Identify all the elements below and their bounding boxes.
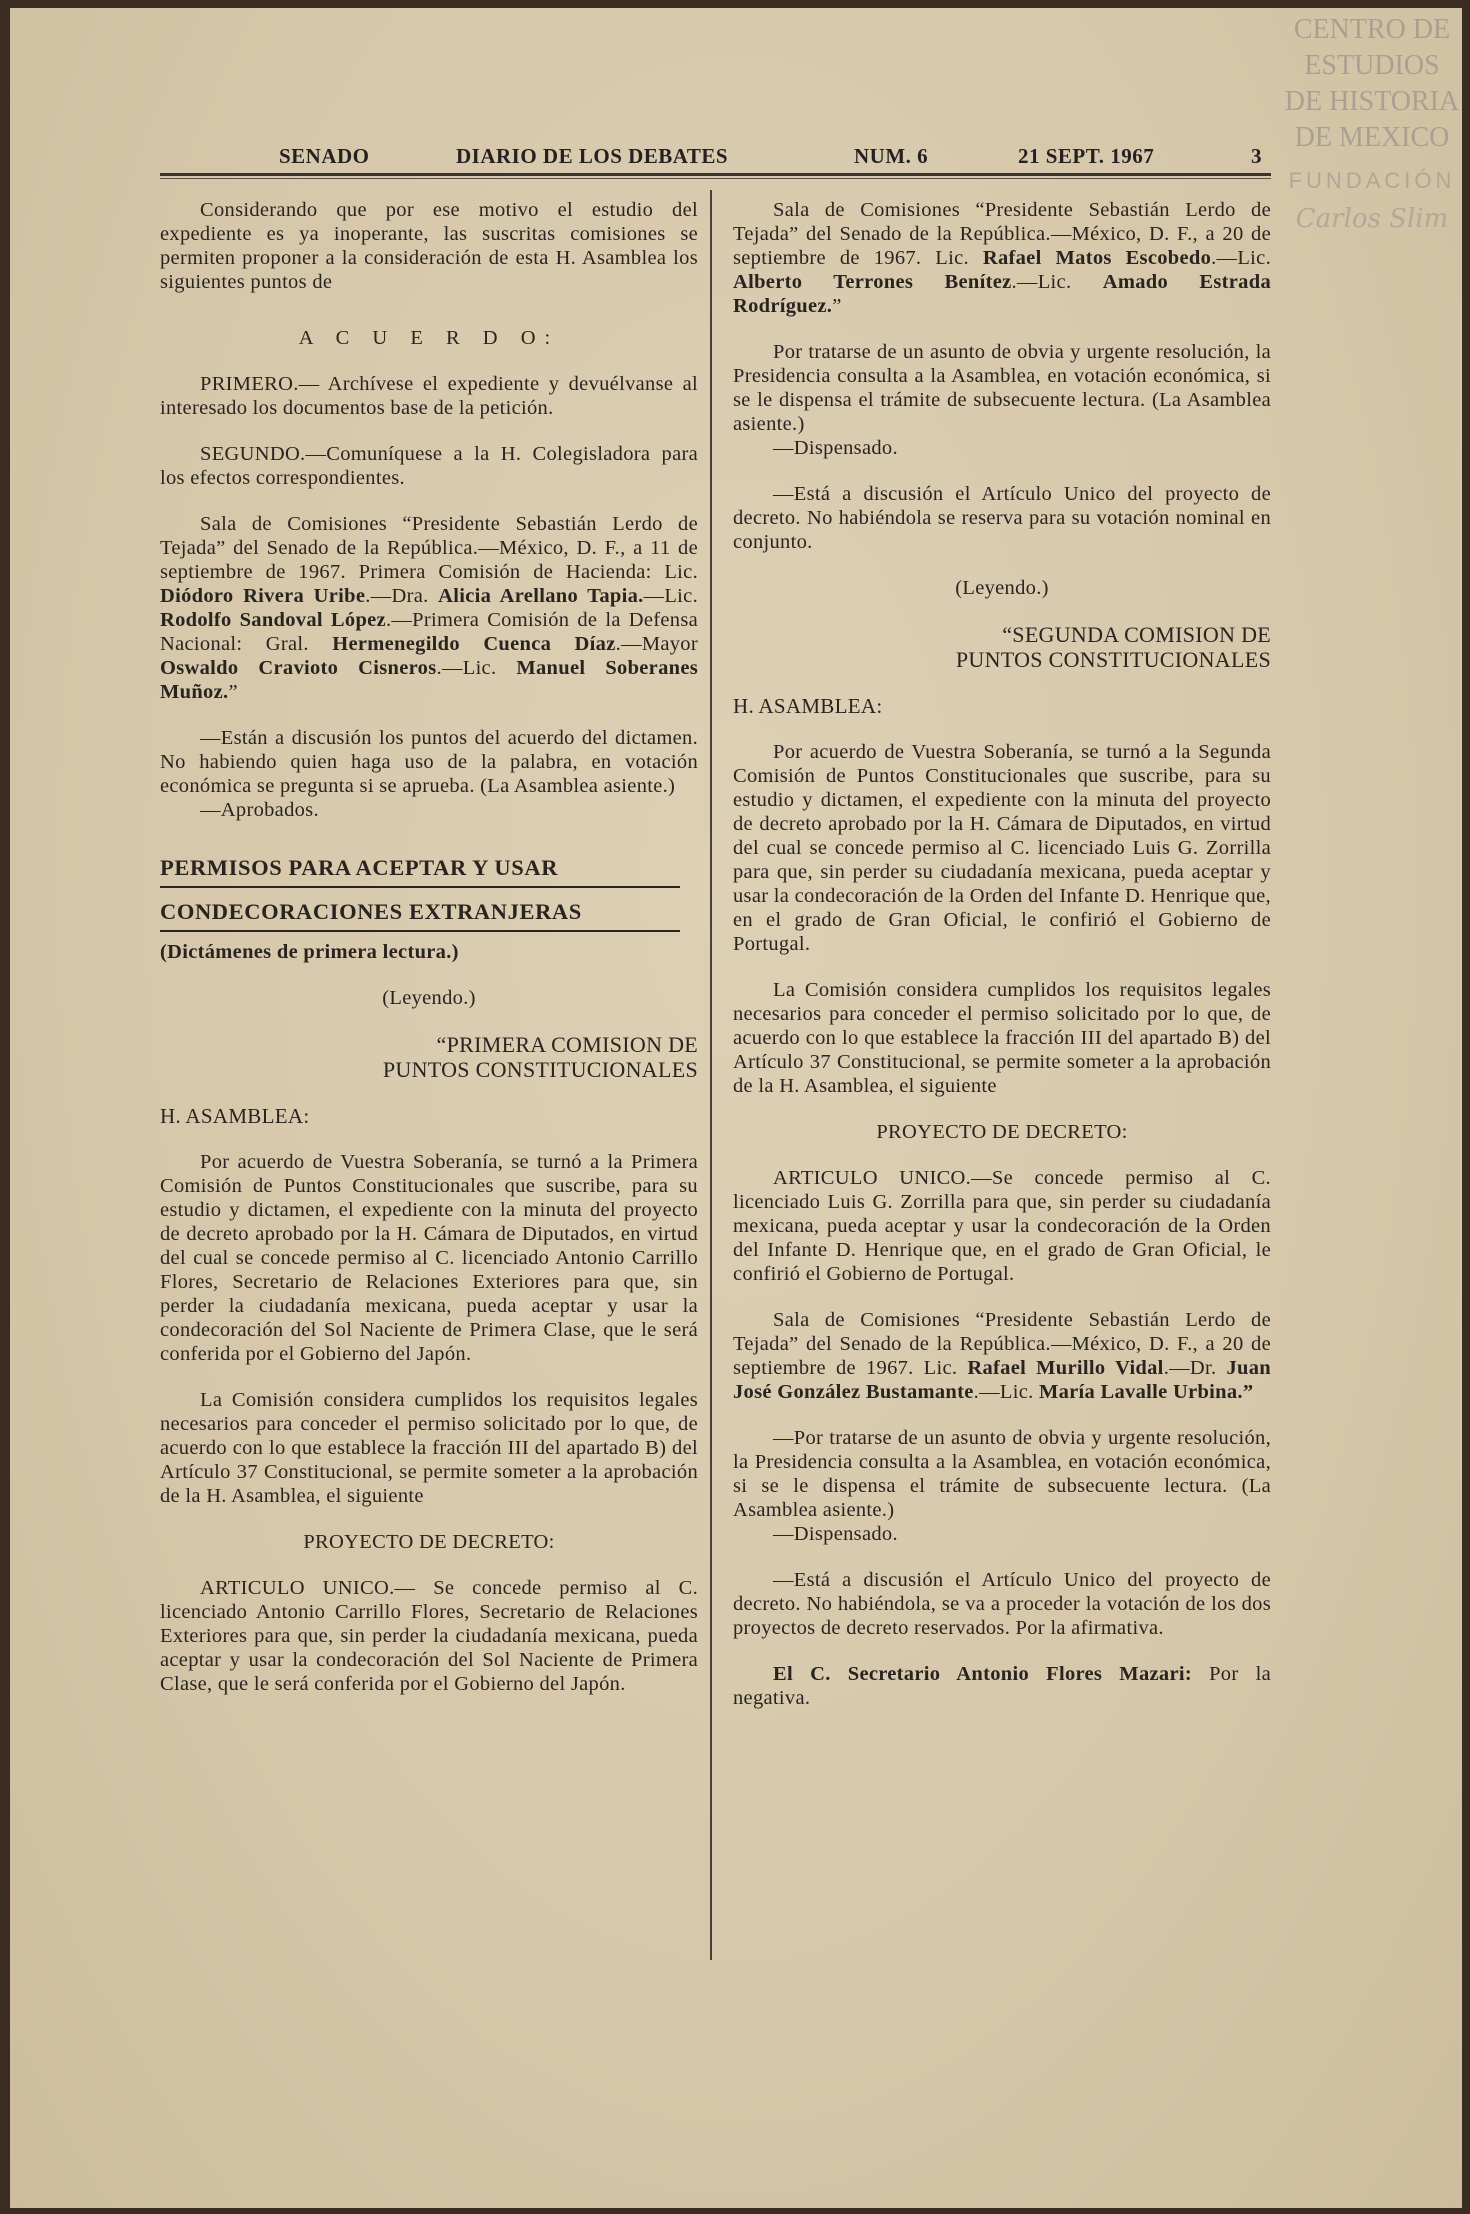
leyendo-note: (Leyendo.): [955, 577, 1049, 599]
text-run: —Lic.: [643, 585, 698, 607]
column-divider: [710, 190, 712, 1960]
bold-name: Rafael Matos Escobedo: [982, 247, 1212, 269]
asamblea-salutation: H. ASAMBLEA:: [160, 1104, 310, 1128]
text-run: —Está a discusión el Artículo Unico del proyecto de decreto. No habiéndola se reserva para su votación nominal en conjunto.: [733, 483, 1271, 553]
bold-name: Alicia Arellano Tapia.: [438, 585, 644, 607]
text-run: Considerando que por ese motivo el estudio del expediente es ya inoperante, las suscritas comisiones se permiten proponer a la consideración de esta H. Asamblea los siguientes puntos de: [160, 199, 698, 293]
bold-name: Oswaldo Cravioto Cisneros: [160, 657, 437, 679]
dispensado-note: —Dispensado.: [773, 1523, 898, 1545]
text-run: .—Lic.: [1211, 247, 1271, 269]
commission-title: [733, 622, 1271, 672]
text-run: Sala de Comisiones “Presidente Sebastián Lerdo de Tejada” del Senado de la República.—México, D. F., a 11 de septiembre de 1967. Primera Comisión de Hacienda: Lic.: [160, 513, 698, 583]
header-date: 21 SEPT. 1967: [1018, 144, 1155, 168]
watermark-center-name: [1282, 12, 1462, 156]
text-run: .—Primera Comisión de la Defensa Nacional: Gral.: [160, 609, 699, 655]
bold-name: Juan José González Bustamante: [733, 1357, 1272, 1403]
commission-title-line2: PUNTOS CONSTITUCIONALES: [382, 1057, 698, 1082]
header-rule: [160, 173, 1271, 176]
section-heading-line1: PERMISOS PARA ACEPTAR Y USAR: [160, 854, 680, 888]
section-subheading: (Dictámenes de primera lectura.): [160, 941, 459, 963]
text-run: ”: [228, 681, 238, 703]
text-run: ARTICULO UNICO.—Se concede permiso al C. licenciado Luis G. Zorrilla para que, sin perder su ciudadanía mexicana, pueda aceptar y usar la condecoración de la Orden del Infante D. Henrique que, en el grado de Gran Oficial, le confirió el Gobierno de Portugal.: [733, 1167, 1271, 1285]
paragraph-la-comision: [160, 1388, 698, 1508]
watermark-foundation: FUNDACIÓN: [1288, 168, 1456, 193]
text-run: La Comisión considera cumplidos los requisitos legales necesarios para conceder el permiso solicitado por lo que, de acuerdo con lo que establece la fracción III del apartado B) del Artículo 37 Constitucional, se permite someter a la aprobación de la H. Asamblea, el siguiente: [160, 1389, 698, 1507]
text-run: .—Lic.: [1011, 271, 1103, 293]
bold-name: Diódoro Rivera Uribe: [160, 585, 366, 607]
paragraph-dispensa: [733, 340, 1271, 436]
paragraph-secretario: [733, 1662, 1271, 1710]
paragraph-articulo-unico: [160, 1576, 698, 1696]
text-run: .—Lic.: [973, 1381, 1039, 1403]
paragraph-discusion: [160, 726, 698, 798]
watermark-line: ESTUDIOS: [1304, 50, 1440, 81]
proyecto-heading: PROYECTO DE DECRETO:: [303, 1531, 555, 1553]
text-run: .—Dr.: [1163, 1357, 1227, 1379]
bold-name: El C. Secretario Antonio Flores Mazari:: [773, 1663, 1192, 1685]
paragraph-dispensa: [733, 1426, 1271, 1522]
text-run: Por la negativa.: [733, 1663, 1271, 1709]
watermark-signature: Carlos Slim: [1295, 204, 1449, 234]
text-run: —Están a discusión los puntos del acuerdo del dictamen. No habiendo quien haga uso de la palabra, en votación económica se pregunta si se aprueba. (La Asamblea asiente.): [160, 727, 698, 797]
leyendo-note: (Leyendo.): [382, 987, 476, 1009]
proyecto-heading: PROYECTO DE DECRETO:: [876, 1121, 1128, 1143]
section-heading-line2: CONDECORACIONES EXTRANJERAS: [160, 898, 680, 932]
commission-title-line1: “SEGUNDA COMISION DE: [1002, 622, 1271, 647]
paragraph-primero: [160, 372, 698, 420]
newspaper-page: [10, 8, 1462, 2208]
bold-name: Rafael Murillo Vidal: [967, 1357, 1164, 1379]
header-section: SENADO: [279, 144, 370, 168]
text-run: Sala de Comisiones “Presidente Sebastián Lerdo de Tejada” del Senado de la República.—México, D. F., a 20 de septiembre de 1967. Lic.: [733, 1309, 1271, 1379]
right-column: [733, 198, 1271, 1710]
text-run: ”: [832, 295, 842, 317]
text-run: —Por tratarse de un asunto de obvia y urgente resolución, la Presidencia consulta a la Asamblea, en votación económica, si se le dispensa el trámite de subsecuente lectura. (La Asamblea asiente.): [733, 1427, 1271, 1521]
commission-title-line1: “PRIMERA COMISION DE: [436, 1032, 698, 1057]
text-run: PRIMERO.— Archívese el expediente y devuélvanse al interesado los documentos base de la petición.: [160, 373, 698, 419]
asamblea-salutation: H. ASAMBLEA:: [733, 694, 883, 718]
paragraph-por-acuerdo: [160, 1150, 698, 1366]
paragraph-discusion: [733, 1568, 1271, 1640]
text-run: SEGUNDO.—Comuníquese a la H. Colegisladora para los efectos correspondientes.: [160, 443, 698, 489]
bold-name: Manuel Soberanes Muñoz.: [160, 657, 698, 703]
commission-title: [160, 1032, 698, 1082]
text-run: Por acuerdo de Vuestra Soberanía, se turnó a la Primera Comisión de Puntos Constitucionales que suscribe, para su estudio y dictamen, el expediente con la minuta del proyecto de decreto aprobado por la H. Cámara de Diputados, en virtud del cual se concede permiso al C. licenciado Antonio Carrillo Flores, Secretario de Relaciones Exteriores para que, sin perder la ciudadanía mexicana, pueda aceptar y usar la condecoración del Sol Naciente de Primera Clase, que le será conferida por el Gobierno del Japón.: [160, 1151, 698, 1365]
paragraph-discusion: [733, 482, 1271, 554]
text-run: .—Lic.: [436, 657, 517, 679]
text-run: ARTICULO UNICO.— Se concede permiso al C. licenciado Antonio Carrillo Flores, Secretario de Relaciones Exteriores para que, sin perder la ciudadanía mexicana, pueda aceptar y usar la condecoración del Sol Naciente de Primera Clase, que le será conferida por el Gobierno del Japón.: [160, 1577, 698, 1695]
watermark-line: DE HISTORIA: [1284, 86, 1460, 117]
header-rule-thin: [160, 178, 1271, 179]
bold-name: María Lavalle Urbina.”: [1038, 1381, 1254, 1403]
text-run: .—Dra.: [365, 585, 439, 607]
bold-name: Alberto Terrones Benítez: [733, 271, 1012, 293]
bold-name: Rodolfo Sandoval López: [160, 609, 386, 631]
paragraph-sala-signatures: [160, 512, 698, 704]
paragraph-segundo: [160, 442, 698, 490]
aprobados-note: —Aprobados.: [200, 799, 319, 821]
paragraph-sala-signatures: [733, 1308, 1271, 1404]
header-publication: DIARIO DE LOS DEBATES: [456, 144, 729, 168]
paragraph-por-acuerdo: [733, 740, 1271, 956]
paragraph-la-comision: [733, 978, 1271, 1098]
header-page-number: 3: [1251, 144, 1262, 168]
text-run: —Está a discusión el Artículo Unico del proyecto de decreto. No habiéndola, se va a proceder la votación de los dos proyectos de decreto reservados. Por la afirmativa.: [733, 1569, 1271, 1639]
text-run: Por acuerdo de Vuestra Soberanía, se turnó a la Segunda Comisión de Puntos Constitucionales que suscribe, para su estudio y dictamen, el expediente con la minuta del proyecto de decreto aprobado por la H. Cámara de Diputados, en virtud del cual se concede permiso al C. licenciado Luis G. Zorrilla para que, sin perder su ciudadanía mexicana, pueda aceptar y usar la condecoración de la Orden del Infante D. Henrique que, en el grado de Gran Oficial, le confirió el Gobierno de Portugal.: [733, 741, 1271, 955]
text-run: .—Mayor: [615, 633, 698, 655]
text-run: Sala de Comisiones “Presidente Sebastián Lerdo de Tejada” del Senado de la República.—México, D. F., a 20 de septiembre de 1967. Lic.: [733, 199, 1271, 269]
header-number: NUM. 6: [854, 144, 929, 168]
left-column: [160, 198, 698, 1696]
dispensado-note: —Dispensado.: [773, 437, 898, 459]
text-run: Por tratarse de un asunto de obvia y urgente resolución, la Presidencia consulta a la Asamblea, en votación económica, si se le dispensa el trámite de subsecuente lectura. (La Asamblea asiente.): [733, 341, 1271, 435]
bold-name: Hermenegildo Cuenca Díaz: [332, 633, 616, 655]
paragraph-sala-signatures: [733, 198, 1271, 318]
watermark-line: DE MEXICO: [1294, 122, 1450, 153]
paragraph-articulo-unico: [733, 1166, 1271, 1286]
bold-name: Amado Estrada Rodríguez.: [733, 271, 1271, 317]
commission-title-line2: PUNTOS CONSTITUCIONALES: [955, 647, 1271, 672]
watermark-line: CENTRO DE: [1293, 14, 1451, 45]
text-run: La Comisión considera cumplidos los requisitos legales necesarios para conceder el permiso solicitado por lo que, de acuerdo con lo que establece la fracción III del apartado B) del Artículo 37 Constitucional, se permite someter a la aprobación de la H. Asamblea, el siguiente: [733, 979, 1271, 1097]
acuerdo-heading: A C U E R D O:: [298, 327, 560, 349]
paragraph-considerando: [160, 198, 698, 294]
